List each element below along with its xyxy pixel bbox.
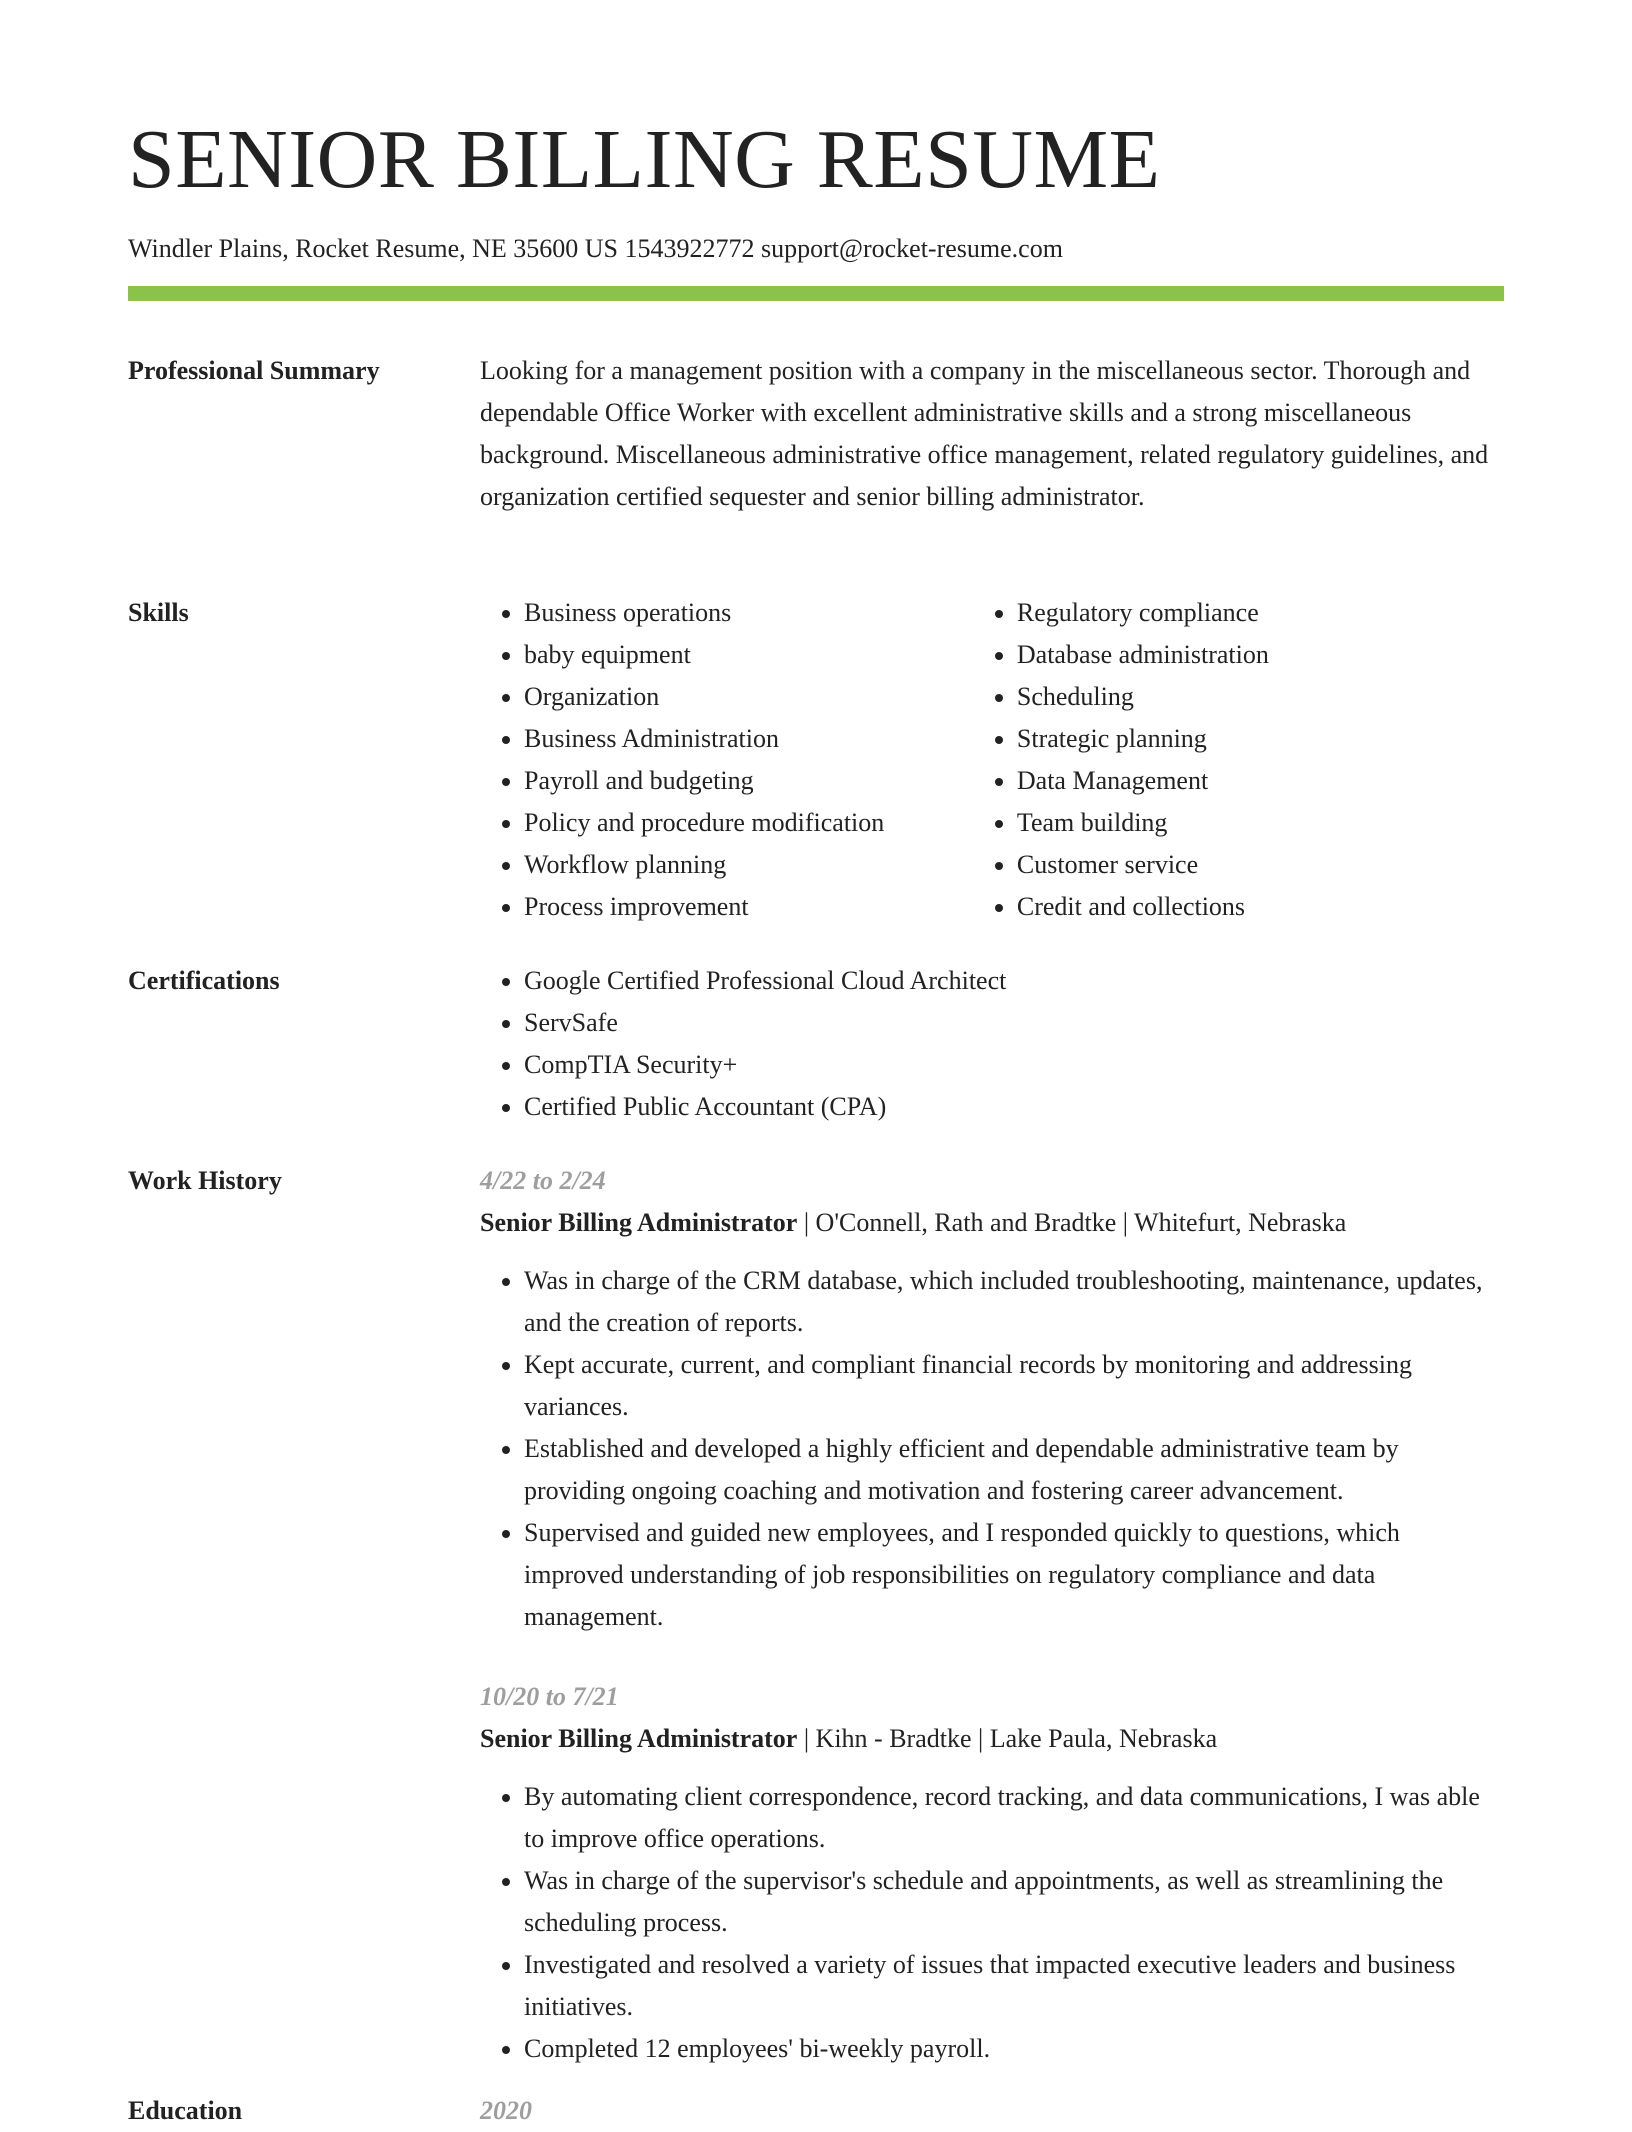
skill-item: • Data Management [1017,760,1504,802]
skills-body [480,592,1504,928]
certification-item: • CompTIA Security+ [524,1044,1504,1086]
skill-item: • Business Administration [524,718,955,760]
job-bullet: • Established and developed a highly efficient and dependable administrative team by providing ongoing coaching and motivation and fostering career advancement. [524,1428,1504,1512]
accent-divider [128,286,1504,301]
skill-item: • Credit and collections [1017,886,1504,928]
section-label-certifications: Certifications [128,966,280,995]
skill-item: • Organization [524,676,955,718]
skill-item: • Workflow planning [524,844,955,886]
job-heading [480,1202,1504,1244]
education-body [480,2090,1504,2132]
skills-columns [480,592,1504,928]
job-title: Senior Billing Administrator [480,1208,798,1237]
job-bullets [480,1776,1504,2070]
skills-list-left [480,592,955,928]
skill-item: • Process improvement [524,886,955,928]
section-label-work-history: Work History [128,1166,282,1195]
job-title: Senior Billing Administrator [480,1724,798,1753]
job-bullet: • Completed 12 employees' bi-weekly payroll. [524,2028,1504,2070]
job-entry [480,1160,1504,1638]
job-heading [480,1718,1504,1760]
job-employer-location: | Kihn - Bradtke | Lake Paula, Nebraska [797,1724,1218,1753]
certification-item: • Google Certified Professional Cloud Architect [524,960,1504,1002]
section-label-skills: Skills [128,598,189,627]
job-bullet: • Was in charge of the CRM database, which included troubleshooting, maintenance, updates, and the creation of reports. [524,1260,1504,1344]
section-label-summary: Professional Summary [128,356,380,385]
skill-item: • Scheduling [1017,676,1504,718]
job-entry [480,1676,1504,2070]
work-history-body [480,1160,1504,2108]
certifications-list [480,960,1504,1128]
certification-item: • ServSafe [524,1002,1504,1044]
job-bullet: • Kept accurate, current, and compliant financial records by monitoring and addressing variances. [524,1344,1504,1428]
skill-item: • Strategic planning [1017,718,1504,760]
job-bullet: • Investigated and resolved a variety of issues that impacted executive leaders and business initiatives. [524,1944,1504,2028]
skill-item: • baby equipment [524,634,955,676]
skill-item: • Regulatory compliance [1017,592,1504,634]
section-label-education: Education [128,2096,243,2125]
page-title: SENIOR BILLING RESUME [128,113,1161,206]
job-bullet: • Supervised and guided new employees, and I responded quickly to questions, which improved understanding of job responsibilities on regulatory compliance and data management. [524,1512,1504,1638]
job-bullet: • By automating client correspondence, record tracking, and data communications, I was able to improve office operations. [524,1776,1504,1860]
skill-item: • Business operations [524,592,955,634]
certification-item: • Certified Public Accountant (CPA) [524,1086,1504,1128]
skill-item: • Policy and procedure modification [524,802,955,844]
skill-item: • Database administration [1017,634,1504,676]
job-bullets [480,1260,1504,1638]
job-bullet: • Was in charge of the supervisor's schedule and appointments, as well as streamlining the scheduling process. [524,1860,1504,1944]
job-dates: 4/22 to 2/24 [480,1166,606,1195]
certifications-body [480,960,1504,1128]
skill-item: • Team building [1017,802,1504,844]
job-dates: 10/20 to 7/21 [480,1682,619,1711]
job-employer-location: | O'Connell, Rath and Bradtke | Whitefurt, Nebraska [797,1208,1347,1237]
skill-item: • Payroll and budgeting [524,760,955,802]
contact-line: Windler Plains, Rocket Resume, NE 35600 US 1543922772 support@rocket-resume.com [128,234,1063,263]
education-dates: 2020 [480,2096,532,2125]
summary-text: Looking for a management position with a company in the miscellaneous sector. Thorough and dependable Office Worker with excellent administrative skills and a strong miscellaneous background. Miscellaneous administrative office management, related regulatory guidelines, and organization certified sequester and senior billing administrator. [480,356,1489,511]
skill-item: • Customer service [1017,844,1504,886]
skills-list-right [955,592,1504,928]
summary-body [480,350,1504,518]
